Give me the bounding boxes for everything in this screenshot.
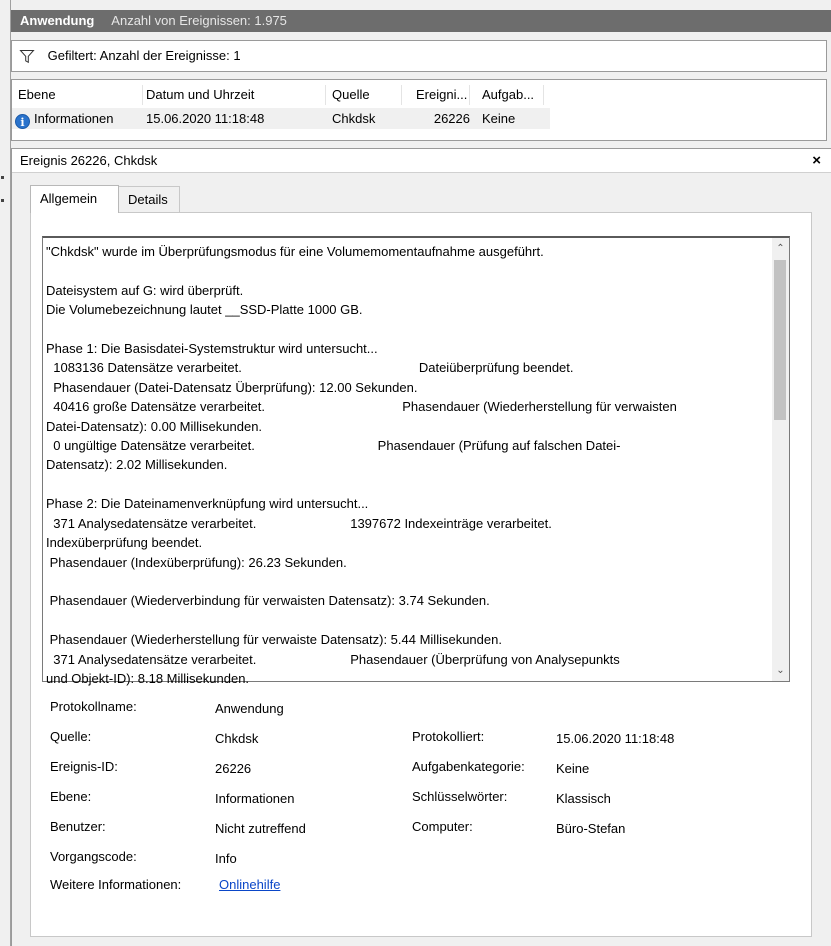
event-detail-title-text: Ereignis 26226, Chkdsk: [20, 153, 158, 168]
close-icon[interactable]: ×: [812, 152, 821, 169]
column-header-event-id[interactable]: Ereigni...: [410, 85, 470, 105]
row-source: Chkdsk: [332, 111, 376, 126]
prop-label-keywords: Schlüsselwörter:: [412, 789, 508, 804]
prop-label-opcode: Vorgangscode:: [50, 849, 137, 864]
row-level-text: Informationen: [34, 111, 114, 126]
pane-edge-mark: [1, 176, 4, 179]
event-count: Anzahl von Ereignissen: 1.975: [111, 13, 287, 28]
prop-value-level: Informationen: [215, 791, 295, 806]
row-task: Keine: [482, 111, 516, 126]
online-help-link[interactable]: Onlinehilfe: [219, 877, 281, 892]
prop-value-log-name: Anwendung: [215, 701, 284, 716]
prop-value-source: Chkdsk: [215, 731, 259, 746]
column-header-task[interactable]: Aufgab...: [482, 85, 544, 105]
prop-label-more-info: Weitere Informationen:: [50, 877, 182, 892]
event-list[interactable]: [11, 79, 827, 141]
row-event-id: 26226: [433, 111, 470, 126]
prop-label-event-id: Ereignis-ID:: [50, 759, 118, 774]
prop-label-task-category: Aufgabenkategorie:: [412, 759, 525, 774]
filter-icon: [20, 50, 34, 63]
event-detail-pane: [11, 148, 831, 946]
prop-label-logged: Protokolliert:: [412, 729, 485, 744]
prop-value-task-category: Keine: [556, 761, 590, 776]
prop-value-computer: Büro-Stefan: [556, 821, 626, 836]
row-datetime: 15.06.2020 11:18:48: [146, 111, 265, 126]
event-detail-title: [12, 149, 831, 173]
scroll-down-icon[interactable]: ⌄: [776, 665, 785, 676]
prop-label-level: Ebene:: [50, 789, 92, 804]
pane-edge-mark: [1, 199, 4, 202]
column-header-datetime[interactable]: Datum und Uhrzeit: [146, 85, 326, 105]
event-message-box[interactable]: [42, 236, 790, 686]
prop-value-logged: 15.06.2020 11:18:48: [556, 731, 675, 746]
prop-label-user: Benutzer:: [50, 819, 106, 834]
prop-value-keywords: Klassisch: [556, 791, 611, 806]
tab-details[interactable]: Details: [118, 186, 180, 212]
prop-label-source: Quelle:: [50, 729, 92, 744]
row-level: [15, 108, 140, 129]
info-icon: i: [15, 114, 30, 129]
general-tab-panel: [30, 212, 812, 937]
column-header-level[interactable]: Ebene: [18, 85, 143, 105]
prop-value-opcode: Info: [215, 851, 237, 866]
filter-text: Gefiltert: Anzahl der Ereignisse: 1: [47, 48, 241, 63]
tab-general[interactable]: Allgemein: [30, 185, 119, 213]
prop-value-user: Nicht zutreffend: [215, 821, 306, 836]
event-message-text: "Chkdsk" wurde im Überprüfungsmodus für eine Volumemomentaufnahme ausgeführt. Dateisystem auf G: wird überprüft. Die Volumebezeichnung lautet __SSD-Platte 1000 GB. Phase 1: Die Basisdatei-Systemstruktur wird untersucht... 1083136 Datensätze verarbeitet. Dateiüberprüfung beendet. Phasendauer (Datei-Datensatz Überprüfung): 12.00 Sekunden. 40416 große Datensätze verarbeitet. Phasendauer (Wiederherstellung für verwaisten Datei-Datensatz): 0.00 Millisekunden. 0 ungültige Datensätze verarbeitet. Phasendauer (Prüfung auf falschen Datei- Datensatz): 2.02 Millisekunden. Phase 2: Die Dateinamenverknüpfung wird untersucht... 371 Analysedatensätze verarbeitet. 1397672 Indexeinträge verarbeitet. Indexüberprüfung beendet. Phasendauer (Indexüberprüfung): 26.23 Sekunden. Phasendauer (Wiederverbindung für verwaisten Datensatz): 3.74 Sekunden. Phasendauer (Wiederherstellung für verwaiste Datensatz): 5.44 Millisekunden. 371 Analysedatensätze verarbeitet. Phasendauer (Überprüfung von Analysepunkts und Objekt-ID): 8.18 Millisekunden.: [46, 244, 677, 686]
vertical-scrollbar[interactable]: [772, 238, 789, 681]
left-pane-edge: [0, 0, 11, 946]
column-header-source[interactable]: Quelle: [332, 85, 402, 105]
prop-value-event-id: 26226: [215, 761, 252, 776]
log-header: [11, 10, 831, 32]
filter-bar: [11, 40, 827, 72]
prop-label-computer: Computer:: [412, 819, 473, 834]
log-name: Anwendung: [20, 13, 95, 28]
event-list-header: [12, 85, 550, 105]
scroll-up-icon[interactable]: ⌃: [776, 243, 785, 254]
scroll-thumb[interactable]: [774, 260, 786, 420]
prop-label-log-name: Protokollname:: [50, 699, 137, 714]
table-row[interactable]: [12, 108, 550, 129]
